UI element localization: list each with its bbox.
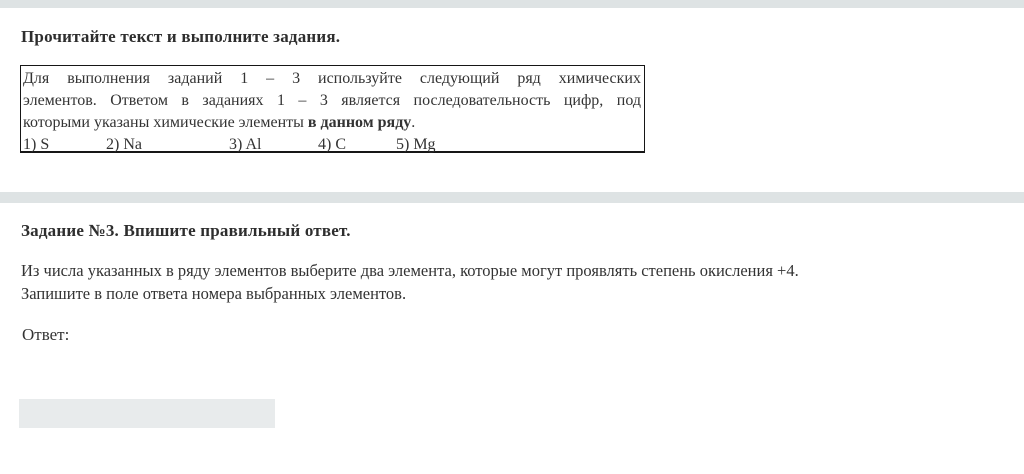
section-divider (0, 192, 1024, 203)
element-item-1: 1) S (23, 136, 50, 153)
task-heading: Задание №3. Впишите правильный ответ. (21, 221, 351, 240)
task-description-line-1: Из числа указанных в ряду элементов выберите два элемента, которые могут проявлять степень окисления +4. (21, 261, 799, 280)
intro-heading: Прочитайте текст и выполните задания. (21, 27, 341, 46)
element-item-2: 2) Na (106, 136, 142, 153)
instruction-line-3-period: . (411, 114, 416, 131)
element-item-4: 4) C (318, 136, 346, 153)
answer-label: Ответ: (22, 325, 70, 344)
elements-row (23, 134, 641, 155)
task-description (21, 260, 1001, 305)
instruction-line-3-text: которыми указаны химические элементы (23, 114, 308, 131)
element-item-3: 3) Al (229, 136, 262, 153)
instruction-line-3-bold: в данном ряду (307, 114, 412, 131)
task-description-line-2: Запишите в поле ответа номера выбранных элементов. (21, 283, 407, 303)
answer-input[interactable] (19, 399, 275, 428)
instruction-line-3 (23, 112, 641, 134)
instruction-line-1: Для выполнения заданий 1 – 3 используйте следующий ряд химических (23, 70, 641, 87)
element-item-5: 5) Mg (396, 136, 436, 153)
instruction-line-2: элементов. Ответом в заданиях 1 – 3 является последовательность цифр, под (23, 92, 641, 109)
top-band (0, 0, 1024, 8)
instruction-box (20, 65, 645, 153)
